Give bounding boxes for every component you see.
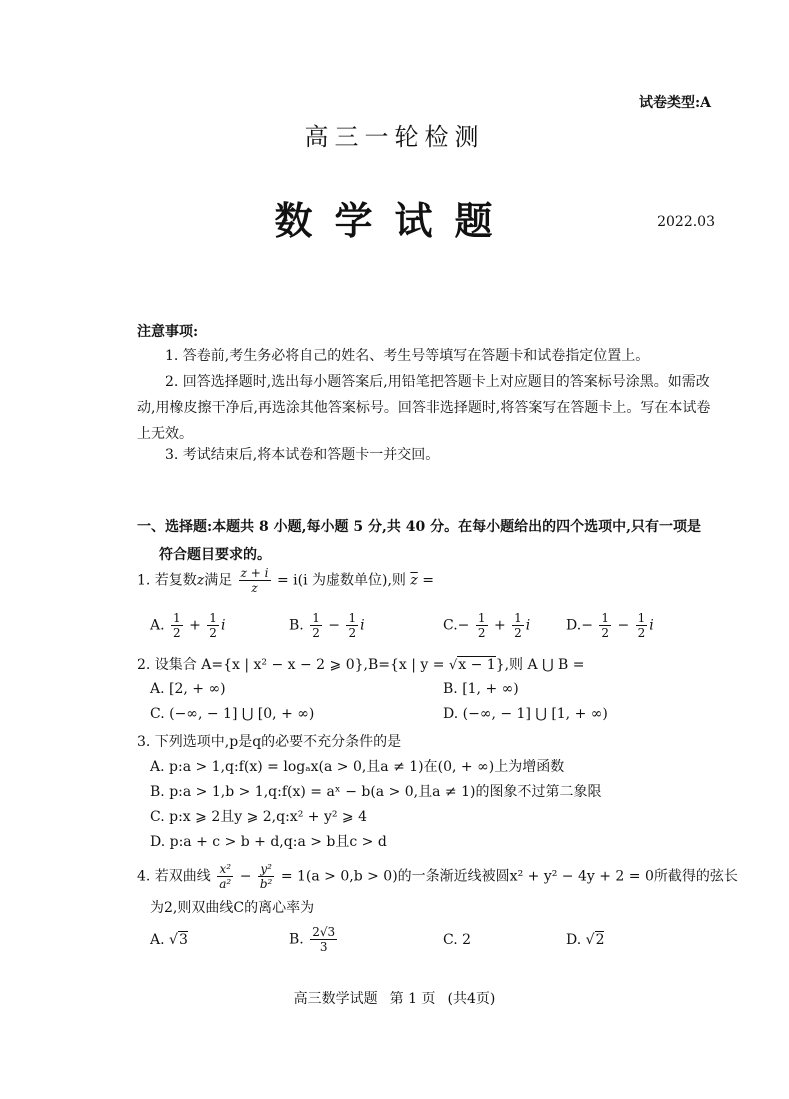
q4-option-c[interactable]: C. 2 [443,932,472,948]
notice-item-1: 1. 答卷前,考生务必将自己的姓名、考生号等填写在答题卡和试卷指定位置上。 [165,348,650,364]
paper-type: 试卷类型:A [638,95,711,111]
question-3-stem: 3. 下列选项中,p是q的必要不充分条件的是 [137,734,402,750]
footer-total: (共4页) [447,991,496,1007]
q4-option-b[interactable]: B. $\frac{2√3}{3}$ [289,925,336,954]
q2-option-d[interactable]: D. (−∞, − 1] ⋃ [1, + ∞) [443,706,608,722]
footer-title: 高三数学试题 [293,991,378,1007]
notice-heading: 注意事项: [137,324,199,340]
q3-option-c[interactable]: C. p:x ⩾ 2且y ⩾ 2,q:x² + y² ⩾ 4 [150,809,367,825]
q1-option-a[interactable]: A. $\frac{1}{2}$ + $\frac{1}{2}$ i [150,611,226,640]
q2-option-b[interactable]: B. [1, + ∞) [443,681,519,697]
q2-option-a[interactable]: A. [2, + ∞) [150,681,226,697]
q1-option-c[interactable]: C.− $\frac{1}{2}$ + $\frac{1}{2}$ i [443,611,531,640]
section-heading-line1: 一、选择题:本题共 8 小题,每小题 5 分,共 40 分。在每小题给出的四个选项中,只有一项是 [137,519,701,535]
question-4-stem: 4. 若双曲线 $\frac{\text{x²}}{\text{a²}}$ − $\frac{\text{y²}}{\text{b²}}$ = 1(a > 0,b > 0)的一条渐近线被圆x² + y² − 4y + 2 = 0所截得的弦长 [137,862,738,891]
q1-option-d[interactable]: D.− $\frac{1}{2}$ − $\frac{1}{2}$ i [566,611,654,640]
notice-item-3: 3. 考试结束后,将本试卷和答题卡一并交回。 [165,447,440,463]
footer-page: 第 1 页 [389,991,436,1007]
question-1-stem: 1. 若复数z满足 $\frac{z + i}{z}$ = i(i 为虚数单位),则 $\overline{z}$ = [137,566,434,595]
q4-option-a[interactable]: A. √3 [150,932,188,948]
q2-option-c[interactable]: C. (−∞, − 1] ⋃ [0, + ∞) [150,706,315,722]
section-heading-line2: 符合题目要求的。 [159,547,271,563]
q4-option-d[interactable]: D. √2 [566,932,605,948]
question-2-stem: 2. 设集合 A={x | x² − x − 2 ⩾ 0},B={x | y = √x − 1},则 A ⋃ B = [137,657,585,673]
q3-option-a[interactable]: A. p:a > 1,q:f(x) = logₐx(a > 0,且a ≠ 1)在(0, + ∞)上为增函数 [150,759,565,775]
q3-option-b[interactable]: B. p:a > 1,b > 1,q:f(x) = aˣ − b(a > 0,且a ≠ 1)的图象不过第二象限 [150,784,602,800]
question-4-stem-cont: 为2,则双曲线C的离心率为 [150,900,315,916]
q1-option-b[interactable]: B. $\frac{1}{2}$ − $\frac{1}{2}$ i [289,611,365,640]
page-footer [0,988,789,1008]
q3-option-d[interactable]: D. p:a + c > b + d,q:a > b且c > d [150,834,387,850]
q1-fraction: $\frac{z + i}{z}$ [240,566,269,595]
exam-date: 2022.03 [657,214,715,230]
exam-subtitle: 高三一轮检测 [304,123,485,151]
notice-item-2: 2. 回答选择题时,选出每小题答案后,用铅笔把答题卡上对应题目的答案标号涂黑。如需改动,用橡皮擦干净后,再选涂其他答案标号。回答非选择题时,将答案写在答题卡上。写在本试卷上无效。 [137,374,711,442]
section-heading [137,513,720,569]
exam-title: 数学试题 [274,198,515,243]
